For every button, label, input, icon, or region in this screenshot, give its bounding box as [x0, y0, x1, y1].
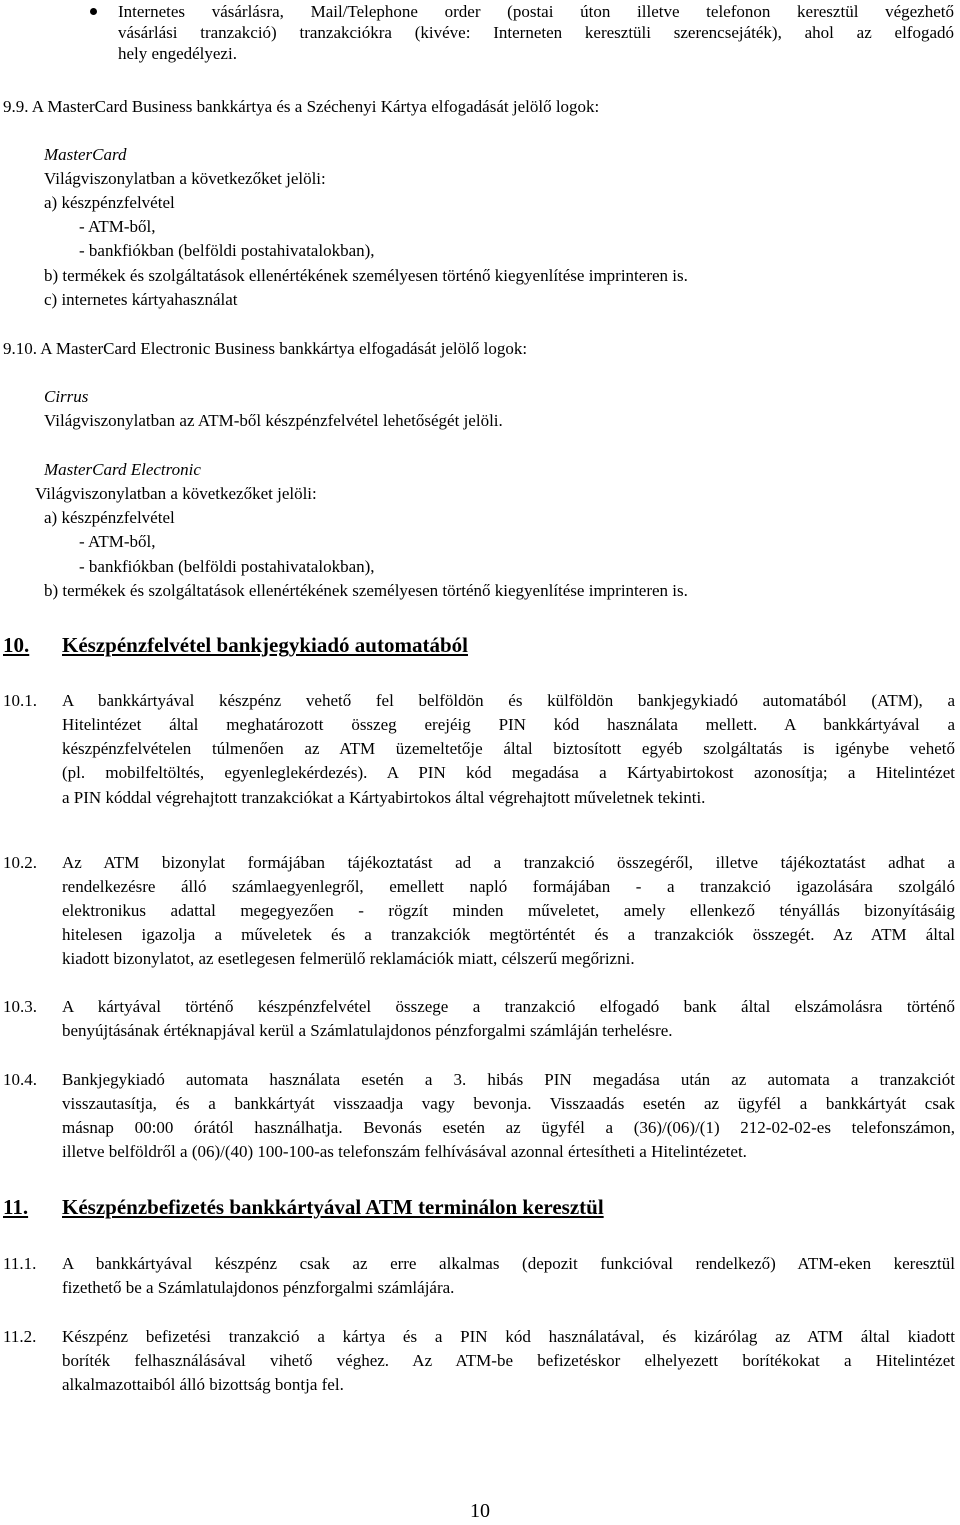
s910-line-5: b) termékek és szolgáltatások ellenértékének személyesen történő kiegyenlítése imprinteren is.	[44, 581, 688, 600]
para-10-2-number: 10.2.	[3, 853, 37, 872]
para-10-1-line-3: készpénzfelvételen túlmenően az ATM üzemeltetője által biztosított egyéb szolgáltatás is igénybe vehető	[62, 739, 955, 758]
s99-line-2: a) készpénzfelvétel	[44, 193, 175, 212]
cirrus-logo-name: Cirrus	[44, 387, 89, 406]
para-10-4-number: 10.4.	[3, 1070, 37, 1089]
para-10-4-line-3: másnap 00:00 órától használhatja. Bevonás esetén az ügyfél a (36)/(06)/(1) 212-02-02-es telefonszámon,	[62, 1118, 955, 1137]
para-10-1-line-2: Hitelintézet által meghatározott összeg erejéig PIN kód használata mellett. A bankkártyával a	[62, 715, 955, 734]
section-11-number: 11.	[3, 1195, 29, 1219]
para-11-2-line-3: alkalmazottaiból álló bizottság bontja fel.	[62, 1375, 344, 1394]
para-10-2-line-4: hitelesen igazolja a műveletek és a tranzakciók megtörténtét és a tranzakciók összegét. Az ATM által	[62, 925, 955, 944]
s99-line-1: Világviszonylatban a következőket jelöli:	[44, 169, 326, 188]
page-number: 10	[470, 1500, 490, 1522]
s910-line-1: Világviszonylatban a következőket jelöli:	[35, 484, 317, 503]
para-11-2-line-2: boríték felhasználásával vihető véghez. Az ATM-be befizetéskor elhelyezett borítékokat a Hitelintézet	[62, 1351, 955, 1370]
cirrus-text: Világviszonylatban az ATM-ből készpénzfelvétel lehetőségét jelöli.	[44, 411, 503, 430]
para-10-1-line-1: A bankkártyával készpénz vehető fel belföldön és külföldön bankjegykiadó automatából (ATM), a	[62, 691, 955, 710]
para-11-2-number: 11.2.	[3, 1327, 37, 1346]
section-9-10-heading: 9.10. A MasterCard Electronic Business bankkártya elfogadását jelölő logok:	[3, 339, 528, 358]
para-10-2-line-1: Az ATM bizonylat formájában tájékoztatást ad a tranzakció összegéről, illetve tájékoztatást adhat a	[62, 853, 955, 872]
section-9-9-heading: 9.9. A MasterCard Business bankkártya és a Széchenyi Kártya elfogadását jelölő logok:	[3, 97, 600, 116]
para-10-3-line-1: A kártyával történő készpénzfelvétel összege a tranzakció elfogadó bank által elszámolásra történő	[62, 997, 955, 1016]
s910-line-4: - bankfiókban (belföldi postahivatalokban),	[79, 557, 375, 576]
section-11-title: Készpénzbefizetés bankkártyával ATM terminálon keresztül	[62, 1195, 604, 1219]
para-10-4-line-1: Bankjegykiadó automata használata esetén a 3. hibás PIN megadása után az automata a tranzakciót	[62, 1070, 955, 1089]
para-11-1-line-2: fizethető be a Számlatulajdonos pénzforgalmi számlájára.	[62, 1278, 455, 1297]
para-10-1-line-4: (pl. mobilfeltöltés, egyenleglekérdezés). A PIN kód megadása a Kártyabirtokost azonosítja; a Hitelintézet	[62, 763, 955, 782]
bullet-line-3: hely engedélyezi.	[118, 44, 237, 63]
s99-line-4: - bankfiókban (belföldi postahivatalokban),	[79, 241, 375, 260]
section-10-number: 10.	[3, 633, 30, 657]
s910-line-3: - ATM-ből,	[79, 532, 156, 551]
para-10-2-line-3: elektronikus adattal megegyezően - rögzít minden műveletet, amely ellenkező tényállás bizonyításáig	[62, 901, 955, 920]
bullet-dot	[90, 8, 97, 15]
para-10-2-line-2: rendelkezésre álló számlaegyenlegről, emellett napló formájában - a tranzakció igazolására szolgáló	[62, 877, 955, 896]
mastercard-electronic-logo-name: MasterCard Electronic	[44, 460, 201, 479]
s99-line-5: b) termékek és szolgáltatások ellenértékének személyesen történő kiegyenlítése imprinteren is.	[44, 266, 688, 285]
para-10-1-line-5: a PIN kóddal végrehajtott tranzakciókat a Kártyabirtokos által végrehajtott műveletnek tekinti.	[62, 788, 706, 807]
para-11-2-line-1: Készpénz befizetési tranzakció a kártya és a PIN kód használatával, és kizárólag az ATM által kiadott	[62, 1327, 955, 1346]
para-11-1-number: 11.1.	[3, 1254, 37, 1273]
para-10-4-line-2: visszautasítja, és a bankkártyát visszaadja vagy bevonja. Visszaadás esetén az ügyfél a bankkártyát csak	[62, 1094, 955, 1113]
para-10-2-line-5: kiadott bizonylatot, az esetlegesen felmerülő reklamációk miatt, célszerű megőrizni.	[62, 949, 635, 968]
s99-line-6: c) internetes kártyahasználat	[44, 290, 238, 309]
para-10-3-line-2: benyújtásának értéknapjával kerül a Számlatulajdonos pénzforgalmi számláján terhelésre.	[62, 1021, 673, 1040]
section-10-title: Készpénzfelvétel bankjegykiadó automatából	[62, 633, 468, 657]
bullet-line-2: vásárlási tranzakció) tranzakciókra (kivéve: Interneten keresztüli szerencsejáték), ahol az elfogadó	[118, 23, 954, 42]
para-10-3-number: 10.3.	[3, 997, 37, 1016]
s910-line-2: a) készpénzfelvétel	[44, 508, 175, 527]
bullet-line-1: Internetes vásárlásra, Mail/Telephone order (postai úton illetve telefonon keresztül végezhető	[118, 2, 954, 21]
para-10-4-line-4: illetve belföldről a (06)/(40) 100-100-as telefonszám felhívásával azonnal értesítheti a Hitelintézetet.	[62, 1142, 747, 1161]
mastercard-logo-name: MasterCard	[44, 145, 127, 164]
para-10-1-number: 10.1.	[3, 691, 37, 710]
s99-line-3: - ATM-ből,	[79, 217, 156, 236]
para-11-1-line-1: A bankkártyával készpénz csak az erre alkalmas (depozit funkcióval rendelkező) ATM-eken keresztül	[62, 1254, 955, 1273]
